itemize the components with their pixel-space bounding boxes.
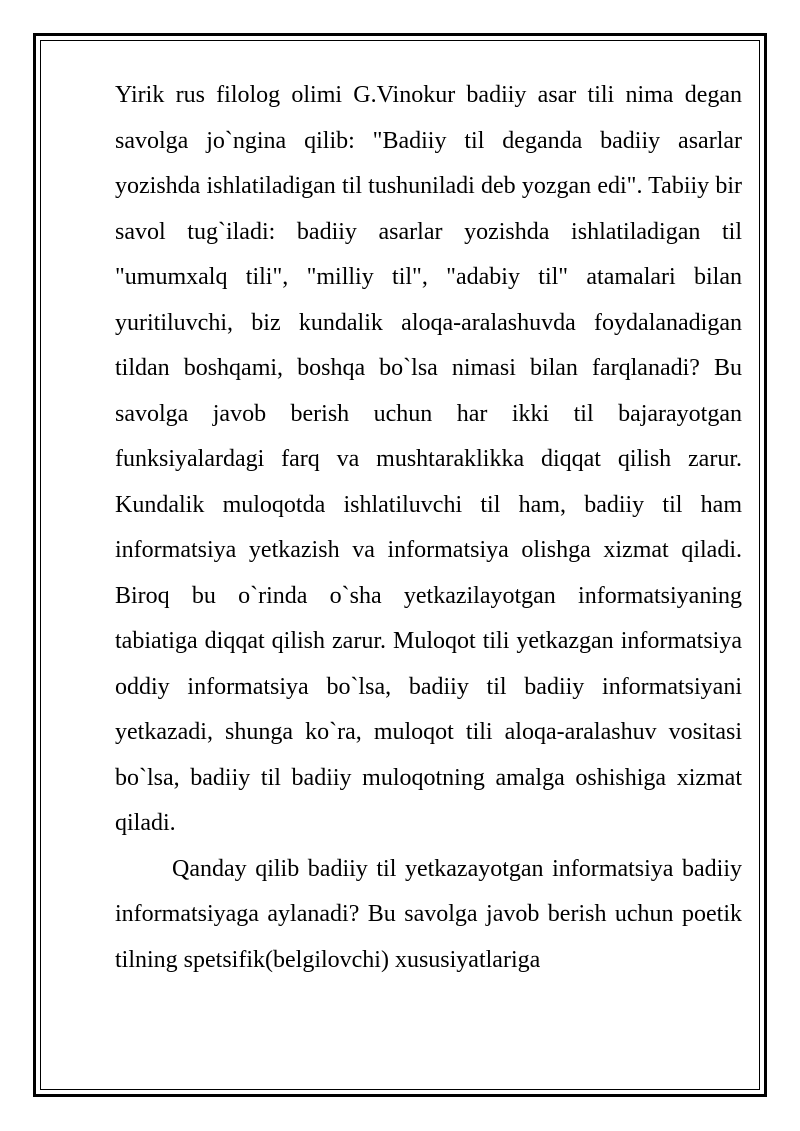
document-body [115,73,742,983]
paragraph-1: Yirik rus filolog olimi G.Vinokur badiiy asar tili nima degan savolga jo`ngina qilib: "Badiiy til deganda badiiy asarlar yozishda ishlatiladigan til tushuniladi deb yozgan edi". Tabiiy bir savol tug`iladi: badiiy asarlar yozishda ishlatiladigan til "umumxalq tili", "milliy til", "adabiy til" atamalari bilan yuritiluvchi, biz kundalik aloqa-aralashuvda foydalanadigan tildan boshqami, boshqa bo`lsa nimasi bilan farqlanadi? Bu savolga javob berish uchun har ikki til bajarayotgan funksiyalardagi farq va mushtaraklikka diqqat qilish zarur. Kundalik muloqotda ishlatiluvchi til ham, badiiy til ham informatsiya yetkazish va informatsiya olishga xizmat qiladi. Biroq bu o`rinda o`sha yetkazilayotgan informatsiyaning tabiatiga diqqat qilish zarur. Muloqot tili yetkazgan informatsiya oddiy informatsiya bo`lsa, badiiy til badiiy informatsiyani yetkazadi, shunga ko`ra, muloqot tili aloqa-aralashuv vositasi bo`lsa, badiiy til badiiy muloqotning amalga oshishiga xizmat qiladi. [115,82,742,836]
paragraph-2: Qanday qilib badiiy til yetkazayotgan informatsiya badiiy informatsiyaga aylanadi? Bu savolga javob berish uchun poetik tilning spetsifik(belgilovchi) xususiyatlariga [115,855,742,973]
